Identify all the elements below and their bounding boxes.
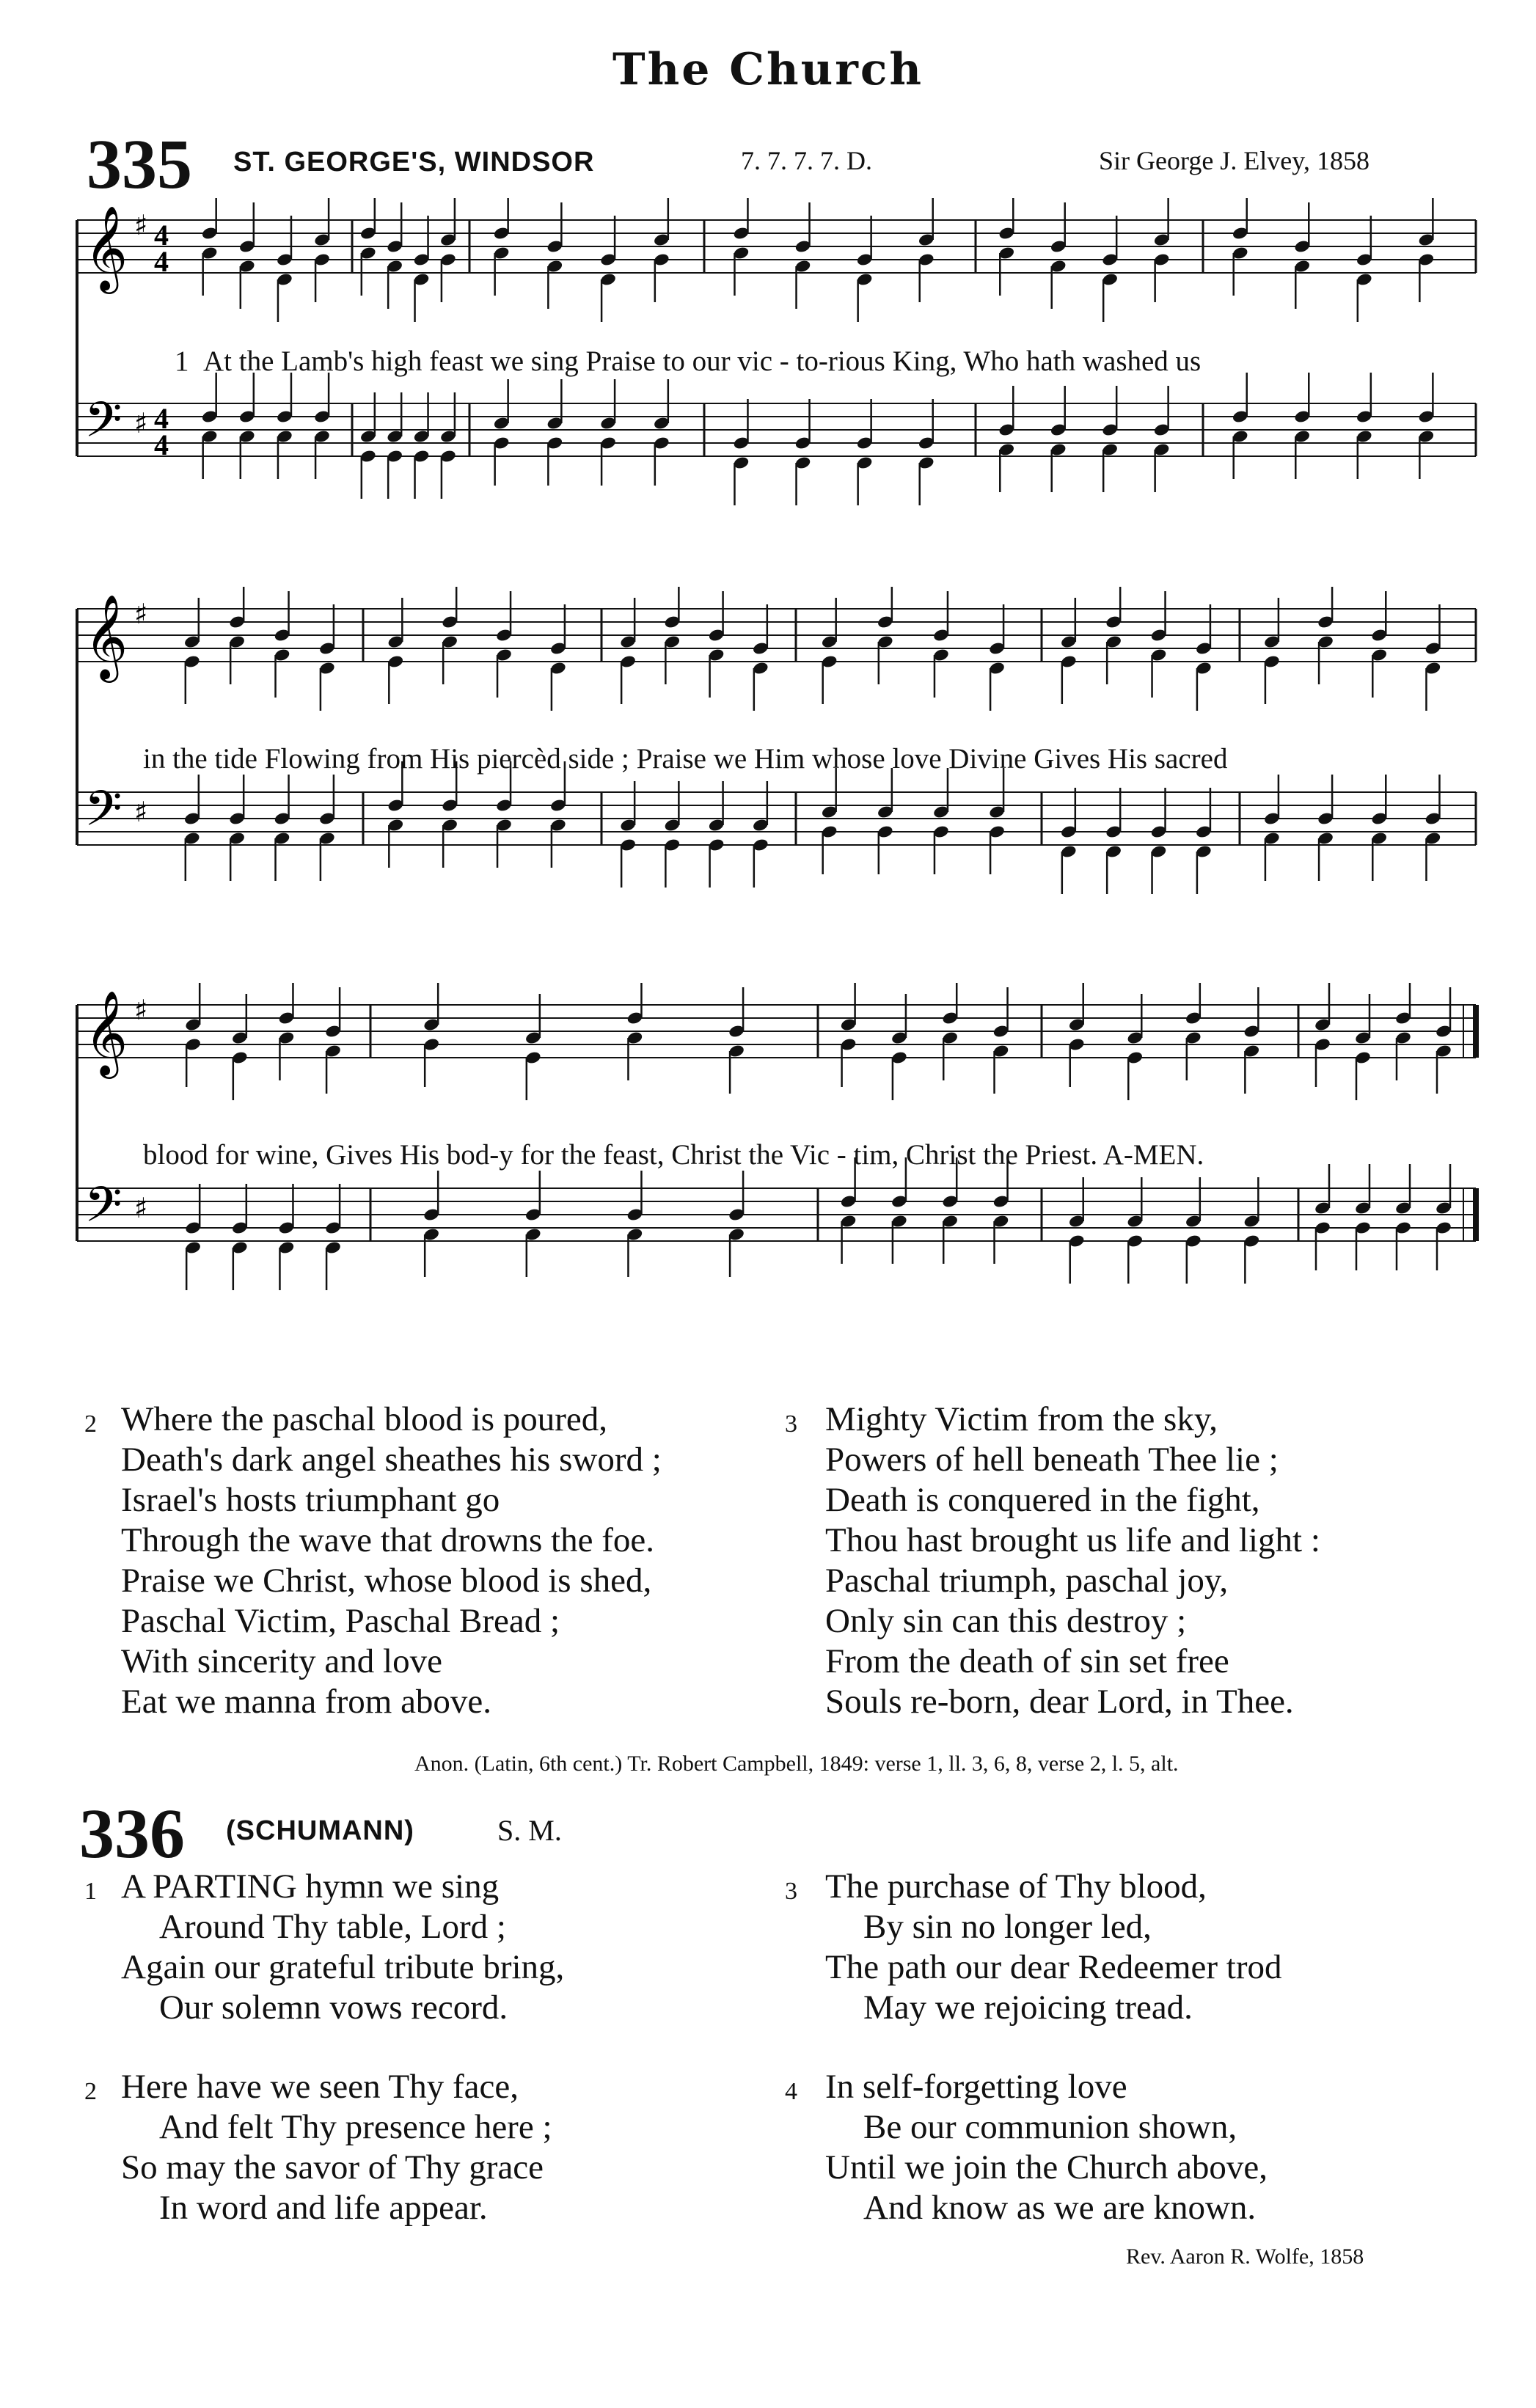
verse-line: Our solemn vows record. [159,1988,508,2027]
verse-line: With sincerity and love [121,1642,442,1680]
lyric-line-3: blood for wine, Gives His bod-y for the feast, Christ the Vic - tim, Christ the Priest. A-MEN. [143,1139,1204,1171]
hymn-number-336: 336 [79,1794,185,1873]
verse-line: Through the wave that drowns the foe. [121,1521,654,1559]
verse-line: Around Thy table, Lord ; [159,1908,506,1946]
lyric-line-1 [175,345,1201,378]
verse-line: Only sin can this destroy ; [825,1602,1187,1640]
meter-336: S. M. [497,1814,562,1847]
verse-336-2 [84,2067,781,2228]
verse-line: Powers of hell beneath Thee lie ; [825,1441,1279,1479]
sharp-key-signature: ♯ [134,796,148,828]
tune-name-336: (SCHUMANN) [226,1815,414,1846]
treble-clef-icon: 𝄞 [84,205,128,290]
verse-2 [84,1399,781,1722]
time-signature: 4 [154,245,169,278]
verse-line: Paschal triumph, paschal joy, [825,1562,1229,1600]
verse-number: 2 [84,1410,97,1438]
meter-335: 7. 7. 7. 7. D. [741,146,872,175]
verse-336-1 [84,1867,781,2028]
verse-line: In word and life appear. [159,2189,488,2227]
treble-clef-icon: 𝄞 [84,989,128,1075]
sharp-key-signature: ♯ [134,598,148,630]
verse-line: Thou hast brought us life and light : [825,1521,1320,1559]
verse-line: Praise we Christ, whose blood is shed, [121,1562,652,1600]
composer-335: Sir George J. Elvey, 1858 [1099,146,1369,175]
verse-line: Again our grateful tribute bring, [121,1948,565,1986]
hymn-number-335: 335 [87,125,192,203]
verse-line: And know as we are known. [863,2189,1257,2227]
verse-line: Until we join the Church above, [825,2148,1268,2186]
credit-336: Rev. Aaron R. Wolfe, 1858 [1126,2244,1364,2269]
verse-336-4 [785,2067,1485,2228]
treble-clef-icon: 𝄞 [84,593,128,679]
verse-line: By sin no longer led, [863,1908,1152,1946]
verse-line: The path our dear Redeemer trod [825,1948,1282,1986]
verse-3 [785,1399,1485,1722]
time-signature: 4 [154,402,169,435]
verse-line: Mighty Victim from the sky, [825,1400,1218,1438]
bass-clef-icon: 𝄢 [84,780,122,849]
verse-336-3 [785,1867,1485,2028]
sharp-key-signature: ♯ [134,1192,148,1224]
verse-line: The purchase of Thy blood, [825,1867,1207,1906]
verse-line: Be our communion shown, [863,2108,1237,2146]
verse-number: 1 [84,1878,97,1905]
verse-line: In self-forgetting love [825,2068,1127,2106]
verse-line: Death is conquered in the fight, [825,1481,1260,1519]
sharp-key-signature: ♯ [134,407,148,439]
verse-number: 4 [785,2078,797,2105]
lyric-verse-number: 1 [175,345,189,377]
verse-line: Death's dark angel sheathes his sword ; [121,1441,662,1479]
verse-number: 3 [785,1878,797,1905]
tune-name-335: ST. GEORGE'S, WINDSOR [233,147,595,178]
page-header: The Church [612,44,924,95]
verse-line: Eat we manna from above. [121,1683,492,1721]
time-signature: 4 [154,219,169,252]
verse-line: Israel's hosts triumphant go [121,1481,500,1519]
verse-number: 2 [84,2078,97,2105]
verse-line: Where the paschal blood is poured, [121,1400,608,1438]
bass-clef-icon: 𝄢 [84,392,122,460]
credit-335: Anon. (Latin, 6th cent.) Tr. Robert Campbell, 1849: verse 1, ll. 3, 6, 8, verse 2, l. 5, alt. [414,1752,1179,1776]
sharp-key-signature: ♯ [134,994,148,1026]
verse-line: So may the savor of Thy grace [121,2148,544,2186]
verse-line: May we rejoicing tread. [863,1988,1193,2027]
verse-line: A PARTING hymn we sing [121,1867,500,1906]
verse-line: And felt Thy presence here ; [159,2108,552,2146]
lyric-line-2: in the tide Flowing from His piercèd side ; Praise we Him whose love Divine Gives His sacred [143,743,1228,775]
time-signature: 4 [154,428,169,461]
verse-line: Souls re-born, dear Lord, in Thee. [825,1683,1294,1721]
verse-line: From the death of sin set free [825,1642,1229,1680]
sharp-key-signature: ♯ [134,209,148,241]
verse-number: 3 [785,1410,797,1438]
bass-clef-icon: 𝄢 [84,1176,122,1245]
lyric-text-1: At the Lamb's high feast we sing Praise to our vic - to-rious King, Who hath washed us [203,345,1202,377]
verse-line: Paschal Victim, Paschal Bread ; [121,1602,560,1640]
verse-line: Here have we seen Thy face, [121,2068,519,2106]
